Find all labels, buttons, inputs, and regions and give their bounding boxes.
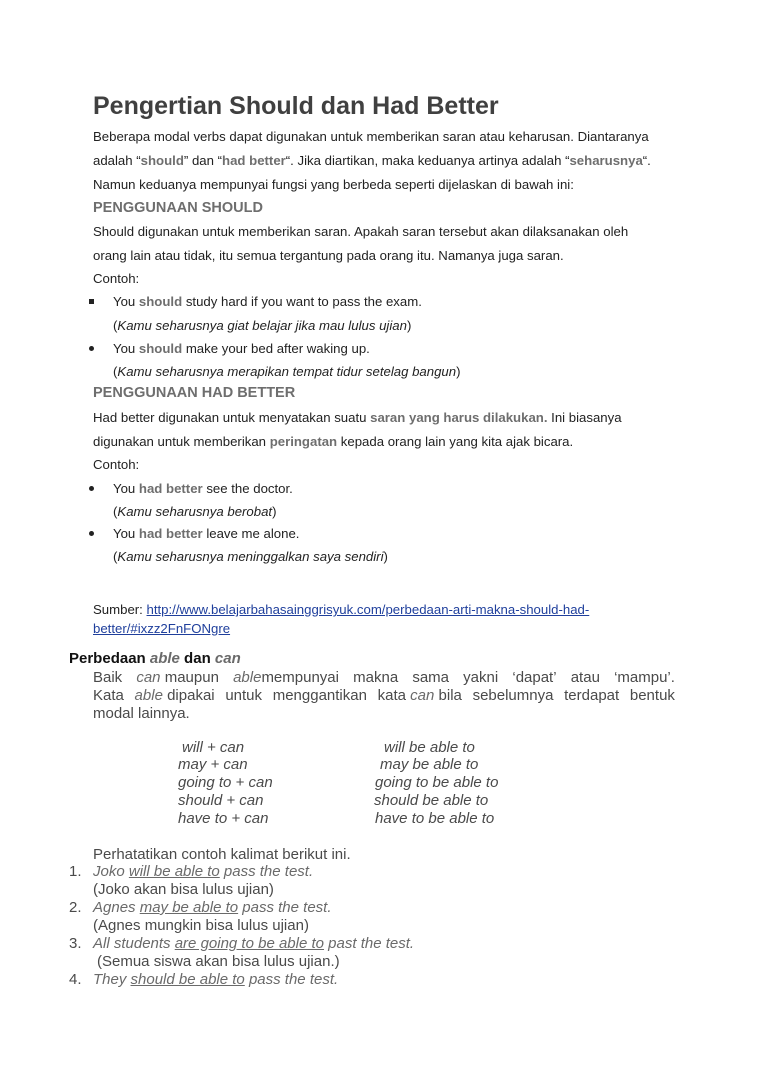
word: Baik <box>93 669 123 686</box>
word: makna <box>353 669 399 686</box>
source-link-continued[interactable]: better/#ixzz2FnFONgre <box>93 621 231 636</box>
example-text: Agnes <box>93 899 140 916</box>
had-better-example-1 <box>113 481 293 496</box>
list-number: 1. <box>69 863 82 880</box>
source-label: Sumber: <box>93 602 147 617</box>
body-text: digunakan untuk memberikan <box>93 434 270 449</box>
should-line-1: Should digunakan untuk memberikan saran. Apakah saran tersebut akan dilaksanakan oleh <box>93 224 629 239</box>
section-heading-should: PENGGUNAAN SHOULD <box>93 200 263 216</box>
word: terdapat <box>564 687 620 704</box>
example-key: will be able to <box>128 863 220 880</box>
source-line-2 <box>93 621 230 636</box>
table-left: have to + can <box>178 810 269 827</box>
able-paragraph-line-2 <box>93 687 675 704</box>
example-text: pass the test. <box>219 863 314 880</box>
example-text: past the test. <box>324 935 415 952</box>
able-paragraph-line-1 <box>93 669 675 686</box>
word: Kata <box>93 687 124 704</box>
section-heading-able-can <box>69 650 241 667</box>
table-left: going to + can <box>178 774 273 791</box>
intro-text: ” dan “ <box>183 153 223 168</box>
example-text: make your bed after waking up. <box>182 341 370 356</box>
paren: ( <box>113 549 118 564</box>
example-text: leave me alone. <box>202 526 300 541</box>
square-bullet-icon <box>89 299 94 304</box>
had-better-contoh-label: Contoh: <box>93 457 140 472</box>
paren: ) <box>456 364 461 379</box>
intro-text: “. <box>642 153 651 168</box>
word: bentuk <box>629 687 675 704</box>
able-example-1-translation: (Joko akan bisa lulus ujian) <box>93 881 274 898</box>
intro-text: “. Jika diartikan, maka keduanya artinya adalah “ <box>285 153 570 168</box>
table-right: may be able to <box>380 756 479 773</box>
example-text: You <box>113 481 139 496</box>
heading-text: dan <box>179 650 215 667</box>
word: able <box>233 669 262 686</box>
body-text: Had better digunakan untuk menyatakan suatu <box>93 410 371 425</box>
example-text: study hard if you want to pass the exam. <box>182 294 422 309</box>
table-left: will + can <box>182 739 245 756</box>
able-example-2 <box>93 899 332 916</box>
had-better-example-2-translation <box>113 549 388 564</box>
word: ‘mampu’. <box>614 669 675 686</box>
able-example-3-translation: (Semua siswa akan bisa lulus ujian.) <box>97 953 340 970</box>
word: menggantikan <box>272 687 367 704</box>
word: maupun <box>164 669 219 686</box>
table-right: will be able to <box>384 739 475 756</box>
word: untuk <box>225 687 263 704</box>
word: can <box>136 669 161 686</box>
translation-text: Kamu seharusnya merapikan tempat tidur setelag bangun <box>117 364 457 379</box>
word: yakni <box>463 669 499 686</box>
example-text: pass the test. <box>238 899 332 916</box>
word: mempunyai <box>261 669 339 686</box>
word: bila <box>438 687 462 704</box>
table-right: have to be able to <box>375 810 495 827</box>
intro-line-1: Beberapa modal verbs dapat digunakan untuk memberikan saran atau keharusan. Diantaranya <box>93 129 649 144</box>
should-example-1-translation <box>113 318 411 333</box>
word: sebelumnya <box>472 687 554 704</box>
should-line-2: orang lain atau tidak, itu semua tergantung pada orang itu. Namanya juga saran. <box>93 248 564 263</box>
able-example-4 <box>93 971 338 988</box>
examples-intro: Perhatatikan contoh kalimat berikut ini. <box>93 846 351 863</box>
had-better-example-1-translation <box>113 504 277 519</box>
word: ‘dapat’ <box>512 669 557 686</box>
paren: ) <box>383 549 388 564</box>
list-number: 3. <box>69 935 82 952</box>
table-left: should + can <box>178 792 264 809</box>
source-line <box>93 602 589 617</box>
table-left: may + can <box>178 756 248 773</box>
example-key: should <box>138 341 183 356</box>
had-better-example-2 <box>113 526 299 541</box>
translation-text: Kamu seharusnya berobat <box>117 504 273 519</box>
example-key: had better <box>138 526 203 541</box>
paren: ( <box>113 318 118 333</box>
should-example-1 <box>113 294 422 309</box>
table-right: should be able to <box>374 792 489 809</box>
able-example-1 <box>93 863 313 880</box>
table-right: going to be able to <box>375 774 499 791</box>
heading-term: able <box>149 650 180 667</box>
example-text: They <box>93 971 131 988</box>
heading-text: Perbedaan <box>69 650 150 667</box>
had-better-line-2 <box>93 434 573 449</box>
intro-line-2 <box>93 153 651 168</box>
had-better-line-1 <box>93 410 622 425</box>
able-example-2-translation: (Agnes mungkin bisa lulus ujian) <box>93 917 309 934</box>
should-example-2 <box>113 341 370 356</box>
page-title: Pengertian Should dan Had Better <box>93 92 499 120</box>
word: dipakai <box>167 687 215 704</box>
highlight-text: peringatan <box>269 434 338 449</box>
able-example-3 <box>93 935 414 952</box>
example-text: You <box>113 341 139 356</box>
body-text: Ini biasanya <box>547 410 622 425</box>
example-key: should be able to <box>130 971 245 988</box>
example-key: are going to be able to <box>174 935 325 952</box>
paren: ) <box>406 318 412 333</box>
term-should: should <box>140 153 184 168</box>
intro-text: adalah “ <box>93 153 141 168</box>
word: atau <box>570 669 600 686</box>
list-number: 4. <box>69 971 82 988</box>
paren: ( <box>113 504 118 519</box>
word: can <box>410 687 435 704</box>
translation-text: Kamu seharusnya meninggalkan saya sendiri <box>117 549 384 564</box>
word: kata <box>377 687 406 704</box>
source-link[interactable]: http://www.belajarbahasainggrisyuk.com/perbedaan-arti-makna-should-had- <box>146 602 590 617</box>
example-key: should <box>138 294 183 309</box>
body-text: kepada orang lain yang kita ajak bicara. <box>337 434 574 449</box>
paren: ( <box>113 364 118 379</box>
intro-line-3: Namun keduanya mempunyai fungsi yang berbeda seperti dijelaskan di bawah ini: <box>93 177 574 192</box>
term-seharusnya: seharusnya <box>569 153 643 168</box>
translation-text: Kamu seharusnya giat belajar jika mau lulus ujian <box>117 318 407 333</box>
example-key: may be able to <box>139 899 239 916</box>
should-contoh-label: Contoh: <box>93 271 140 286</box>
word: sama <box>412 669 450 686</box>
able-paragraph-line-3: modal lainnya. <box>93 705 190 722</box>
term-had-better: had better <box>222 153 286 168</box>
bullet-icon <box>89 486 94 491</box>
bullet-icon <box>89 531 94 536</box>
heading-term: can <box>214 650 241 667</box>
example-text: You <box>113 526 139 541</box>
section-heading-had-better: PENGGUNAAN HAD BETTER <box>93 385 296 401</box>
highlight-text: saran yang harus dilakukan. <box>370 410 548 425</box>
list-number: 2. <box>69 899 82 916</box>
example-key: had better <box>138 481 203 496</box>
bullet-icon <box>89 346 94 351</box>
word: able <box>134 687 163 704</box>
example-text: see the doctor. <box>202 481 293 496</box>
example-text: pass the test. <box>244 971 339 988</box>
example-text: Joko <box>93 863 129 880</box>
paren: ) <box>272 504 277 519</box>
example-text: You <box>113 294 139 309</box>
should-example-2-translation <box>113 364 461 379</box>
example-text: All students <box>93 935 175 952</box>
